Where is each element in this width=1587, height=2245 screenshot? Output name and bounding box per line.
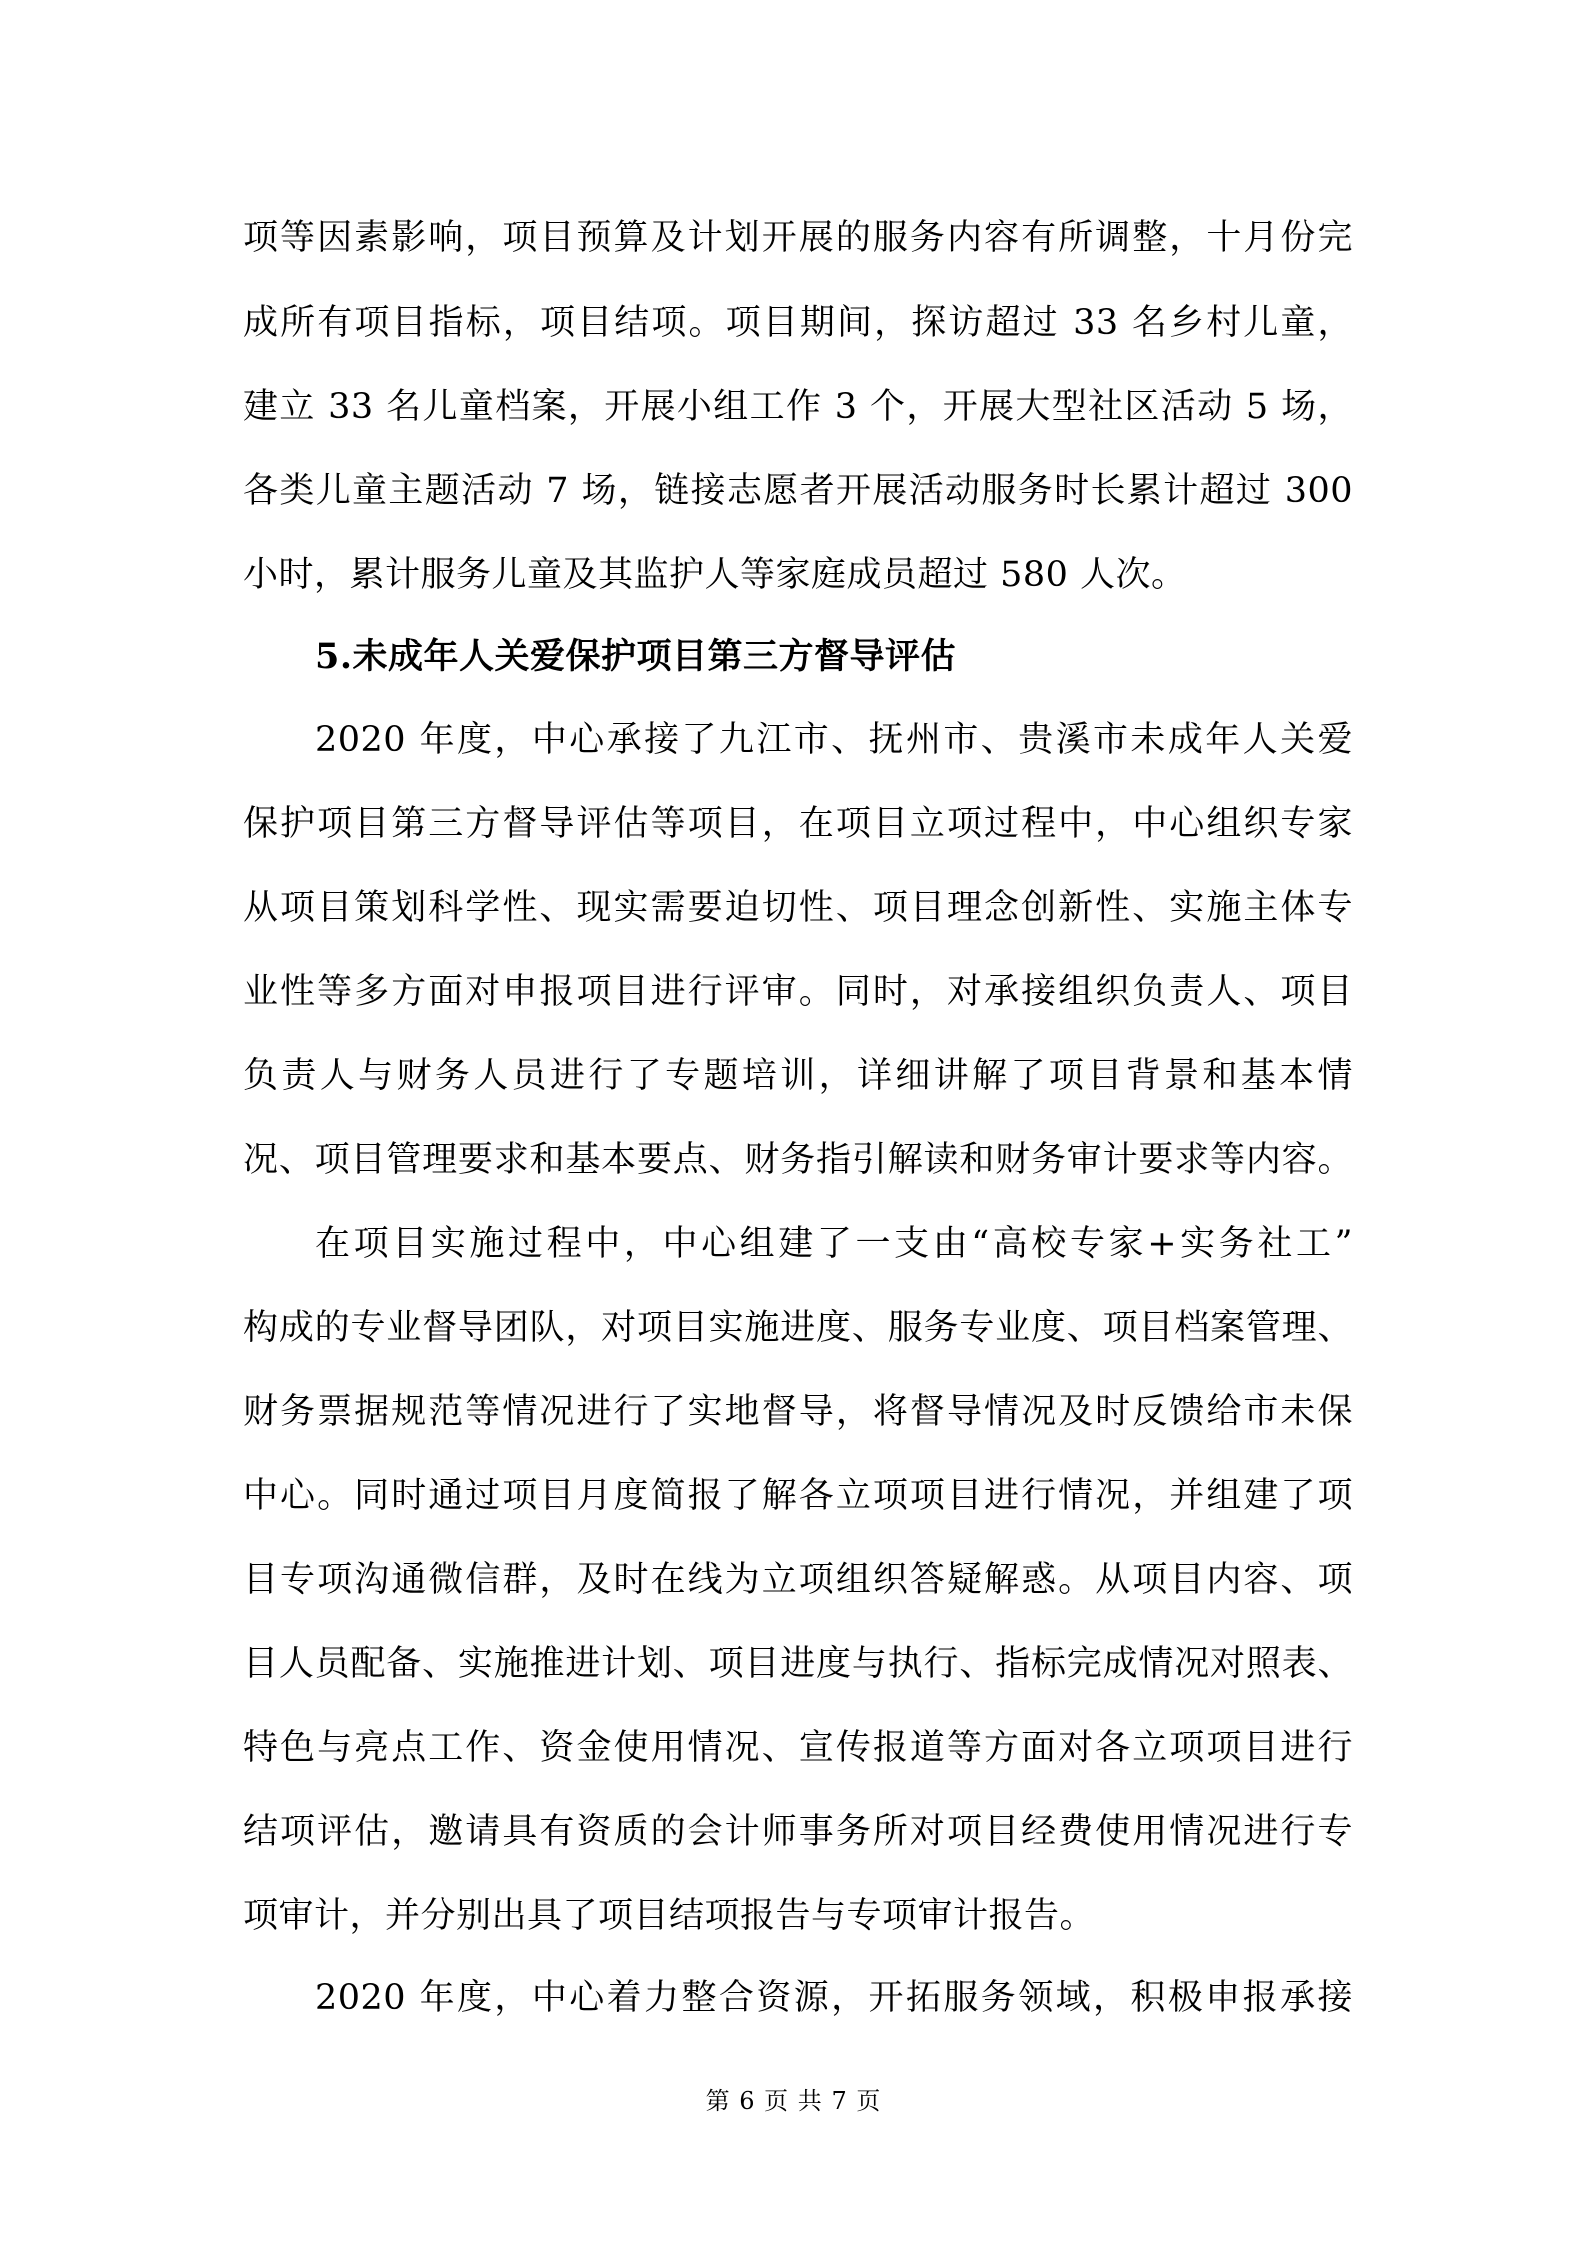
body-line: 项等因素影响，项目预算及计划开展的服务内容有所调整，十月份完 xyxy=(243,218,1353,258)
body-line: 2020 年度，中心着力整合资源，开拓服务领域，积极申报承接 xyxy=(315,1978,1353,2018)
page-footer: 第 6 页 共 7 页 xyxy=(705,2087,882,2115)
body-line: 从项目策划科学性、现实需要迫切性、项目理念创新性、实施主体专 xyxy=(243,888,1353,928)
body-line: 目专项沟通微信群，及时在线为立项组织答疑解惑。从项目内容、项 xyxy=(243,1560,1353,1600)
body-line: 项审计，并分别出具了项目结项报告与专项审计报告。 xyxy=(243,1896,1096,1936)
body-line: 各类儿童主题活动 7 场，链接志愿者开展活动服务时长累计超过 300 xyxy=(243,471,1353,511)
body-line: 2020 年度，中心承接了九江市、抚州市、贵溪市未成年人关爱 xyxy=(315,720,1353,760)
body-line: 负责人与财务人员进行了专题培训，详细讲解了项目背景和基本情 xyxy=(243,1056,1353,1096)
body-line: 小时，累计服务儿童及其监护人等家庭成员超过 580 人次。 xyxy=(243,555,1187,595)
body-line: 保护项目第三方督导评估等项目，在项目立项过程中，中心组织专家 xyxy=(243,804,1353,844)
body-line: 成所有项目指标，项目结项。项目期间，探访超过 33 名乡村儿童， xyxy=(243,303,1353,343)
section-heading: 5.未成年人关爱保护项目第三方督导评估 xyxy=(315,636,957,677)
body-line: 业性等多方面对申报项目进行评审。同时，对承接组织负责人、项目 xyxy=(243,972,1353,1012)
body-line: 结项评估，邀请具有资质的会计师事务所对项目经费使用情况进行专 xyxy=(243,1812,1353,1852)
body-line: 在项目实施过程中，中心组建了一支由“高校专家+实务社工” xyxy=(315,1224,1353,1264)
body-line: 财务票据规范等情况进行了实地督导，将督导情况及时反馈给市未保 xyxy=(243,1392,1353,1432)
body-line: 特色与亮点工作、资金使用情况、宣传报道等方面对各立项项目进行 xyxy=(243,1728,1353,1768)
body-line: 目人员配备、实施推进计划、项目进度与执行、指标完成情况对照表、 xyxy=(243,1644,1353,1684)
body-line: 构成的专业督导团队，对项目实施进度、服务专业度、项目档案管理、 xyxy=(243,1308,1353,1348)
body-line: 建立 33 名儿童档案，开展小组工作 3 个，开展大型社区活动 5 场， xyxy=(243,387,1353,427)
body-line: 况、项目管理要求和基本要点、财务指引解读和财务审计要求等内容。 xyxy=(243,1140,1353,1180)
body-line: 中心。同时通过项目月度简报了解各立项项目进行情况，并组建了项 xyxy=(243,1476,1353,1516)
